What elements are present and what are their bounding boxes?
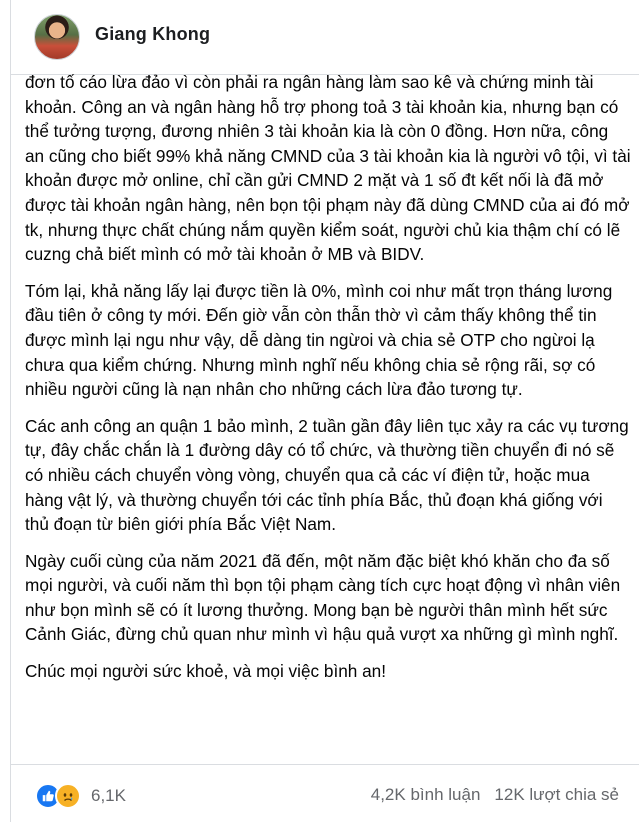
- post-body: [25, 70, 631, 696]
- post-paragraph: Tóm lại, khả năng lấy lại được tiền là 0%, mình coi như mất trọn tháng lương đầu tiên ở công ty mới. Đến giờ vẫn còn thẫn thờ vì cảm thấy không thể tin được mình lại ngu như vậy, dễ dàng tin ngừoi và chia sẻ OTP cho ngừoi lạ chưa qua kiểm chứng. Nhưng mình nghĩ nếu không chia sẻ rộng rãi, sợ có nhiều người cũng là nạn nhân cho những cách lừa đảo tương tự.: [25, 280, 613, 400]
- reaction-summary[interactable]: [35, 784, 126, 808]
- post-paragraph: Chúc mọi người sức khoẻ, và mọi việc bình an!: [25, 661, 387, 682]
- reaction-count: 6,1K: [91, 786, 126, 805]
- post-paragraph: đơn tố cáo lừa đảo vì còn phải ra ngân hàng làm sao kê và chứng minh tài khoản. Công an và ngân hàng hỗ trợ phong toả 3 tài khoản kia, nhưng bạn có thể tưởng tượng, đương nhiên 3 tài khoản kia là còn 0 đồng. Hơn nữa, công an cũng cho biết 99% khả năng CMND của 3 tài khoản kia là người vô tội, vì tài khoản được mở online, chỉ cần gửi CMND 2 mặt và 1 số đt kết nối là đã mở được tài khoản ngân hàng, nên bọn tội phạm này đã dùng CMND của ai đó mở tk, nhưng thực chất chúng nắm quyền kiểm soát, người chủ kia thậm chí có lẽ cuzng chả biết mình có mở tài khoản ở MB và BIDV.: [25, 72, 631, 265]
- post-stats: [371, 785, 619, 805]
- post-header: [11, 0, 639, 75]
- comments-count-link[interactable]: 4,2K bình luận: [370, 785, 481, 804]
- sad-icon: [55, 783, 81, 809]
- post-paragraph: Các anh công an quận 1 bảo mình, 2 tuần gần đây liên tục xảy ra các vụ tương tự, đây chắc chắn là 1 đường dây có tổ chức, và thường tiền chuyển đi nó sẽ có nhiều cách chuyển vòng vòng, chuyển qua cả các ví điện tử, hoặc mua hàng vật lý, và thường chuyển tới các tỉnh phía Bắc, thủ đoạn khá giống với thủ đoạn từ biên giới phía Bắc Việt Nam.: [25, 415, 629, 535]
- author-name[interactable]: Giang Khong: [95, 24, 211, 44]
- post-paragraph: Ngày cuối cùng của năm 2021 đã đến, một năm đặc biệt khó khăn cho đa số mọi người, và cuối năm thì bọn tội phạm càng tích cực hoạt động vì nhân viên như bọn mình sẽ có ít lương thưởng. Mong bạn bè người thân mình hết sức Cảnh Giác, đừng chủ quan như mình vì hậu quả vượt xa những gì mình nghĩ.: [25, 550, 621, 645]
- shares-count-link[interactable]: 12K lượt chia sẻ: [494, 785, 619, 804]
- post-footer: [11, 764, 639, 823]
- avatar[interactable]: [34, 14, 80, 60]
- facebook-post: [10, 0, 639, 822]
